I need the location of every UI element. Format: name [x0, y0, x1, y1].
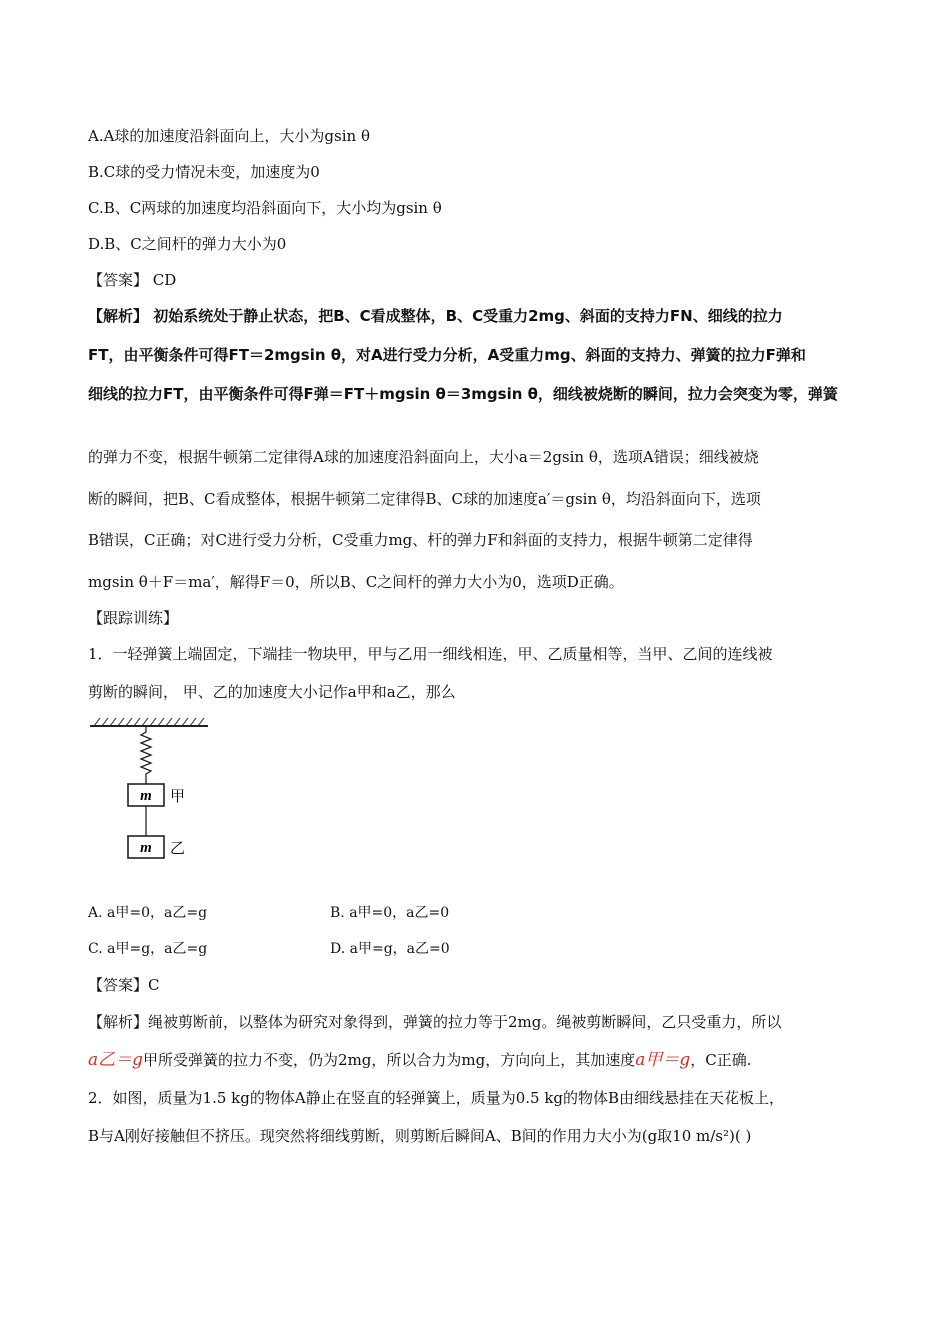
q1-option-a: A. a甲=0，a乙=g — [88, 905, 208, 921]
q1-option-b: B. a甲=0，a乙=0 — [330, 905, 450, 921]
block-yi-mass: m — [140, 840, 152, 856]
q1-answer: 【答案】C — [88, 976, 160, 994]
q1-option-c: C. a甲=g，a乙=g — [88, 941, 208, 957]
analysis-q0-line3: 细线的拉力FT，由平衡条件可得F弹＝FT＋mgsin θ＝3mgsin θ，细线被烧断的瞬间，拉力会突变为零，弹簧 — [88, 385, 838, 403]
spring-diagram-svg — [88, 712, 218, 862]
q1-analysis-line2-text: 甲所受弹簧的拉力不变，仍为2mg，所以合力为mg，方向向上，其加速度 — [143, 1051, 636, 1069]
formula-a-yi: a乙＝g — [88, 1050, 144, 1070]
answer-q0: 【答案】 CD — [88, 271, 177, 289]
analysis-q0-line7: mgsin θ＋F＝ma′，解得F＝0，所以B、C之间杆的弹力大小为0，选项D正确。 — [88, 573, 624, 591]
section-title: 【跟踪训练】 — [88, 609, 179, 627]
q1-analysis-line2 — [88, 1050, 752, 1070]
option-b-q0: B.C球的受力情况未变，加速度为0 — [88, 163, 320, 181]
q1-stem-line2: 剪断的瞬间， 甲、乙的加速度大小记作a甲和a乙，那么 — [88, 683, 456, 701]
label-jia: 甲 — [170, 787, 186, 805]
analysis-q0-line5: 断的瞬间，把B、C看成整体，根据牛顿第二定律得B、C球的加速度a′＝gsin θ，均沿斜面向下，选项 — [88, 490, 761, 508]
ceiling-hatch — [94, 718, 204, 726]
q1-analysis-line1: 【解析】绳被剪断前，以整体为研究对象得到，弹簧的拉力等于2mg。绳被剪断瞬间，乙只受重力，所以 — [88, 1013, 782, 1031]
option-a-q0: A.A球的加速度沿斜面向上，大小为gsin θ — [88, 127, 370, 145]
spring — [141, 726, 151, 784]
spring-blocks-diagram — [88, 712, 218, 862]
q1-option-d: D. a甲=g，a乙=0 — [330, 941, 450, 957]
q1-analysis-line2-end: ，C正确. — [690, 1051, 752, 1069]
analysis-q0-line2: FT，由平衡条件可得FT＝2mgsin θ，对A进行受力分析，A受重力mg、斜面的支持力、弹簧的拉力F弹和 — [88, 346, 806, 364]
label-yi: 乙 — [170, 839, 186, 857]
formula-a-jia: a甲＝g — [635, 1050, 691, 1070]
option-c-q0: C.B、C两球的加速度均沿斜面向下，大小均为gsin θ — [88, 199, 442, 217]
analysis-q0-line1: 【解析】 初始系统处于静止状态，把B、C看成整体，B、C受重力2mg、斜面的支持力FN、细线的拉力 — [88, 307, 783, 325]
option-d-q0: D.B、C之间杆的弹力大小为0 — [88, 235, 287, 253]
analysis-q0-line4: 的弹力不变，根据牛顿第二定律得A球的加速度沿斜面向上，大小a＝2gsin θ，选项A错误；细线被烧 — [88, 448, 759, 466]
q2-stem-line2: B与A刚好接触但不挤压。现突然将细线剪断，则剪断后瞬间A、B间的作用力大小为(g取10 m/s²)( ) — [88, 1127, 752, 1145]
analysis-q0-line6: B错误，C正确；对C进行受力分析，C受重力mg、杆的弹力F和斜面的支持力，根据牛顿第二定律得 — [88, 531, 753, 549]
q1-stem-line1: 1．一轻弹簧上端固定，下端挂一物块甲，甲与乙用一细线相连，甲、乙质量相等，当甲、乙间的连线被 — [88, 645, 773, 663]
block-jia-mass: m — [140, 788, 152, 804]
q2-stem-line1: 2．如图，质量为1.5 kg的物体A静止在竖直的轻弹簧上，质量为0.5 kg的物体B由细线悬挂在天花板上， — [88, 1089, 785, 1107]
